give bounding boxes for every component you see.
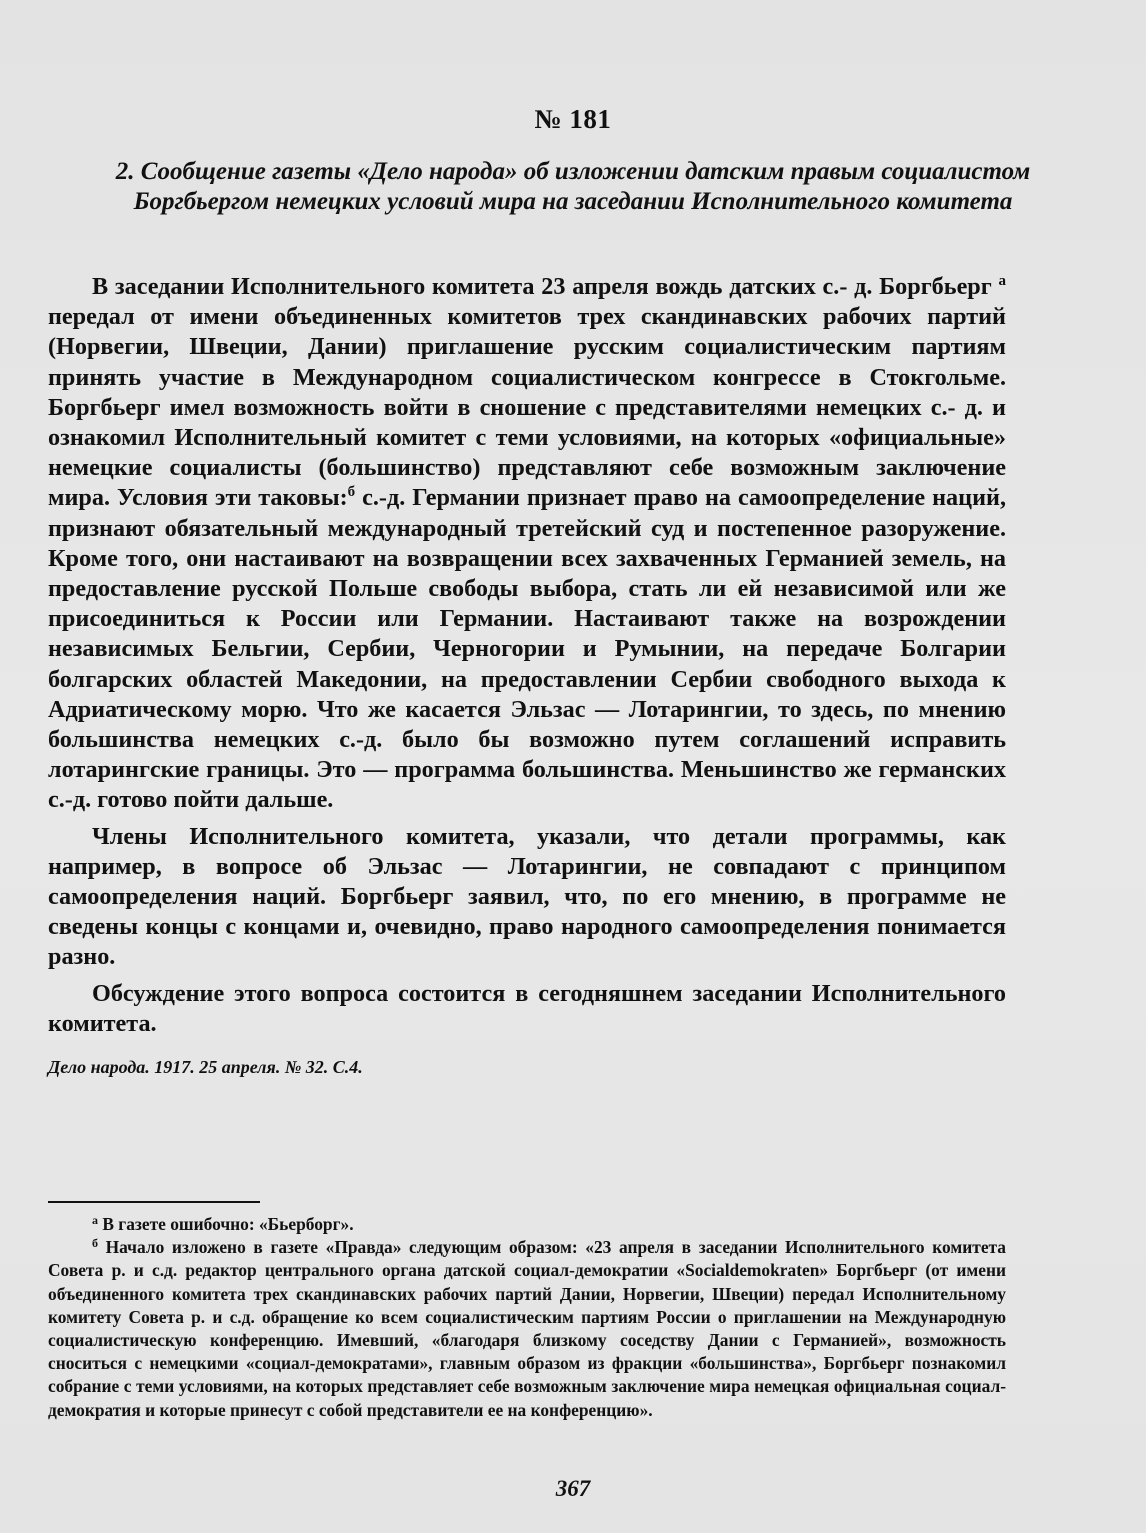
main-text: [48, 272, 1006, 1039]
paragraph-1-part-a: В заседании Исполнительного комитета 23 апреля вождь датских с.- д. Боргбьерг: [92, 273, 992, 300]
source-citation: Дело народа. 1917. 25 апреля. № 32. С.4.: [48, 1057, 363, 1077]
paragraph-1-part-c: с.-д. Германии признает право на самоопределение наций, признают обязательный международный третейский суд и постепенное разоружение. Кроме того, они настаивают на возвращении всех захваченных Германией земель, на предоставление русской Польше свободы выбора, стать ли ей независимой или же присоединиться к России или Германии. Настаивают также на возрождении независимых Бельгии, Сербии, Черногории и Румынии, на передаче Болгарии болгарских областей Македонии, на предоставлении Сербии свободного выхода к Адриатическому морю. Что же касается Эльзас — Лотарингии, то здесь, по мнению большинства немецких с.-д. было бы возможно путем соглашений исправить лотарингские границы. Это — программа большинства. Меньшинство же германских с.-д. готово пойти дальше.: [48, 484, 1006, 814]
footnote-mark-b: б: [92, 1236, 98, 1251]
footnote-ref-a: а: [998, 273, 1006, 289]
footnotes: [48, 1213, 1006, 1422]
footnote-text-a: В газете ошибочно: «Бьерборг».: [102, 1214, 354, 1234]
footnote-ref-b: б: [347, 484, 356, 501]
footnote-b: [48, 1236, 1006, 1422]
page-number: 367: [555, 1476, 591, 1501]
paragraph-2: Члены Исполнительного комитета, указали, что детали программы, как например, в вопросе об Эльзас — Лотарингии, не совпадают с принципом самоопределения наций. Боргбьерг заявил, что, по его мнению, в программе не сведены концы с концами и, очевидно, право народного самоопределения понимается разно.: [48, 822, 1006, 971]
paragraph-3: Обсуждение этого вопроса состоится в сегодняшнем заседании Исполнительного комитета.: [48, 979, 1006, 1037]
paragraph-1-part-b: передал от имени объединенных комитетов трех скандинавских рабочих партий (Норвегии, Швеции, Дании) приглашение русским социалистическим партиям принять участие в Международном социалистическом конгрессе в Стокгольме. Боргбьерг имел возможность войти в сношение с представителями немецких с.- д. и ознакомил Исполнительный комитет с теми условиями, на которых «официальные» немецкие социалисты (большинство) представляют себе возможным заключение мира. Условия эти таковы:: [48, 303, 1006, 512]
document-title: 2. Сообщение газеты «Дело народа» об изложении датским правым социалистом Боргбьергом немецких условий мира на заседании Исполнительного комитета: [115, 158, 1031, 215]
footnote-mark-a: а: [92, 1213, 98, 1227]
paragraph-1: [48, 272, 1006, 816]
footnote-divider: [48, 1201, 260, 1203]
document-number: № 181: [534, 104, 612, 134]
footnote-a: [48, 1213, 1006, 1236]
footnote-text-b: Начало изложено в газете «Правда» следующим образом: «23 апреля в заседании Исполнительного комитета Совета р. и с.д. редактор центрального органа датской социал-демократии «Socialdemokraten» Боргбьерг (от имени объединенного комитета трех скандинавских рабочих партий Дании, Норвегии, Швеции) передал Исполнительному комитету Совета р. и с.д. обращение ко всем социалистическим партиям России о приглашении на Международную социалистическую конференцию. Имевший, «благодаря близкому соседству Дании с Германией», возможность сноситься с немецкими «социал-демократами», главным образом из фракции «большинства», Боргбьерг познакомил собрание с теми условиями, на которых представляет себе возможным заключение мира немецкая официальная социал-демократия и которые принесут с собой представители ее на конференцию».: [48, 1237, 1006, 1420]
